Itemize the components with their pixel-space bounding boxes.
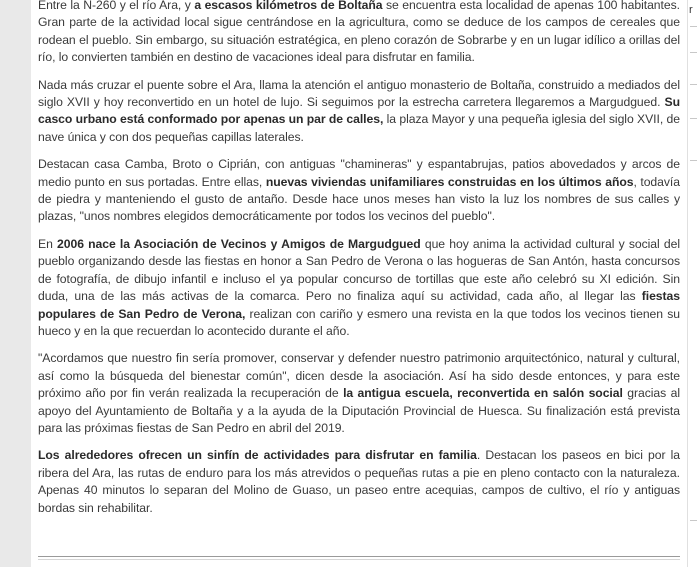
paragraph-text: En <box>38 236 58 251</box>
paragraph-text: se encuentra esta localidad de apenas 100 habitantes. Gran parte de la actividad local sigue centrándose en la agricultura, como se deduce de los campos de cereales que rodean el pueblo. Sin embargo, su situación estratégica, en pleno corazón de Sobrarbe y en un lugar idílico a orillas del río, lo convierten también en destino de vacaciones ideal para disfrutar en familia. <box>38 0 680 65</box>
highlighted-text: 2006 nace la Asociación de Vecinos y Amigos de Margudgued <box>57 236 421 251</box>
sidebar-fragment-divider <box>690 52 697 53</box>
article-divider-shadow <box>38 559 680 560</box>
article-divider <box>38 556 680 557</box>
article-paragraph <box>38 447 680 517</box>
sidebar-fragment-divider <box>690 26 697 27</box>
paragraph-text: que hoy anima la actividad cultural y social del pueblo organizando desde las fiestas en honor a San Pedro de Verona o las hogueras de San Antón, hasta concursos de fotografía, de dibujo infantil e incluso el ya popular concurso de tortillas que este año celebró su XI edición. Sin duda, una de las más activas de la comarca. Pero no finaliza aquí su actividad, cada año, al llegar las <box>38 236 680 304</box>
sidebar-fragment-mark: r <box>689 4 693 16</box>
highlighted-text: Los alrededores ofrecen un sinfín de actividades para disfrutar en familia <box>38 448 477 463</box>
highlighted-text: la antigua escuela, reconvertida en salón social <box>343 386 623 401</box>
article-text-column <box>38 0 680 527</box>
article-paragraph <box>38 0 680 67</box>
right-sidebar-strip <box>687 0 700 567</box>
paragraph-text: "Acordamos que nuestro fin sería promover, conservar y defender nuestro patrimonio arquitectónico, natural y cultural, así como la búsqueda del bienestar común", dicen desde la asociación. Así ha sido desde entonces, y para este próximo año por fin verán realizada la recuperación de <box>38 351 680 401</box>
sidebar-fragment-divider <box>690 84 697 85</box>
paragraph-text: , todavía de piedra y manteniendo el gusto de antaño. Desde hace unos meses han visto la luz los nombres de sus calles y plazas, "unos nombres elegidos democráticamente por todos los vecinos del pueblo". <box>38 174 680 224</box>
highlighted-text: Su casco urbano está conformado por apenas un par de calles, <box>38 95 680 127</box>
paragraph-text: Nada más cruzar el puente sobre el Ara, llama la atención el antiguo monasterio de Boltaña, construido a mediados del siglo XVII y hoy reconvertido en un hotel de lujo. Si seguimos por la estrecha carretera llegaremos a Margudgued. <box>38 77 680 110</box>
highlighted-text: nuevas viviendas unifamiliares construidas en los últimos años <box>265 174 634 189</box>
paragraph-text: gracias al apoyo del Ayuntamiento de Boltaña y a la ayuda de la Diputación Provincial de Huesca. Su finalización está prevista para las próximas fiestas de San Pedro en abril del 2019. <box>38 386 680 435</box>
article-paragraph <box>38 236 680 340</box>
highlighted-text: fiestas populares de San Pedro de Verona, <box>38 289 680 321</box>
article-body <box>31 0 687 567</box>
paragraph-text: . Destacan los paseos en bici por la ribera del Ara, las rutas de enduro para los más atrevidos o pequeñas rutas a pie en pleno contacto con la naturaleza. Apenas 40 minutos lo separan del Molino de Guaso, un paseo entre acequias, campos de cultivo, el río y antiguas bordas sin rehabilitar. <box>38 448 680 515</box>
sidebar-fragment-divider <box>690 520 697 521</box>
sidebar-fragment-divider <box>690 160 697 161</box>
highlighted-text: a escasos kilómetros de Boltaña <box>194 0 383 12</box>
sidebar-fragment-divider <box>690 118 697 119</box>
article-paragraph <box>38 156 680 226</box>
article-paragraph <box>38 350 680 437</box>
paragraph-text: Entre la N-260 y el río Ara, y <box>38 0 195 12</box>
article-paragraph <box>38 77 680 147</box>
left-page-margin <box>0 0 32 567</box>
paragraph-text: realizan con cariño y esmero una revista en la que todos los vecinos tienen su hueco y en la que recuerdan lo acontecido durante el año. <box>38 306 680 338</box>
paragraph-text: Destacan casa Camba, Broto o Ciprián, con antiguas "chamineras" y espantabrujas, patios abovedados y arcos de medio punto en sus portadas. Entre ellas, <box>38 157 680 189</box>
paragraph-text: la plaza Mayor y una pequeña iglesia del siglo XVII, de nave única y con dos pequeñas capillas laterales. <box>38 112 680 144</box>
